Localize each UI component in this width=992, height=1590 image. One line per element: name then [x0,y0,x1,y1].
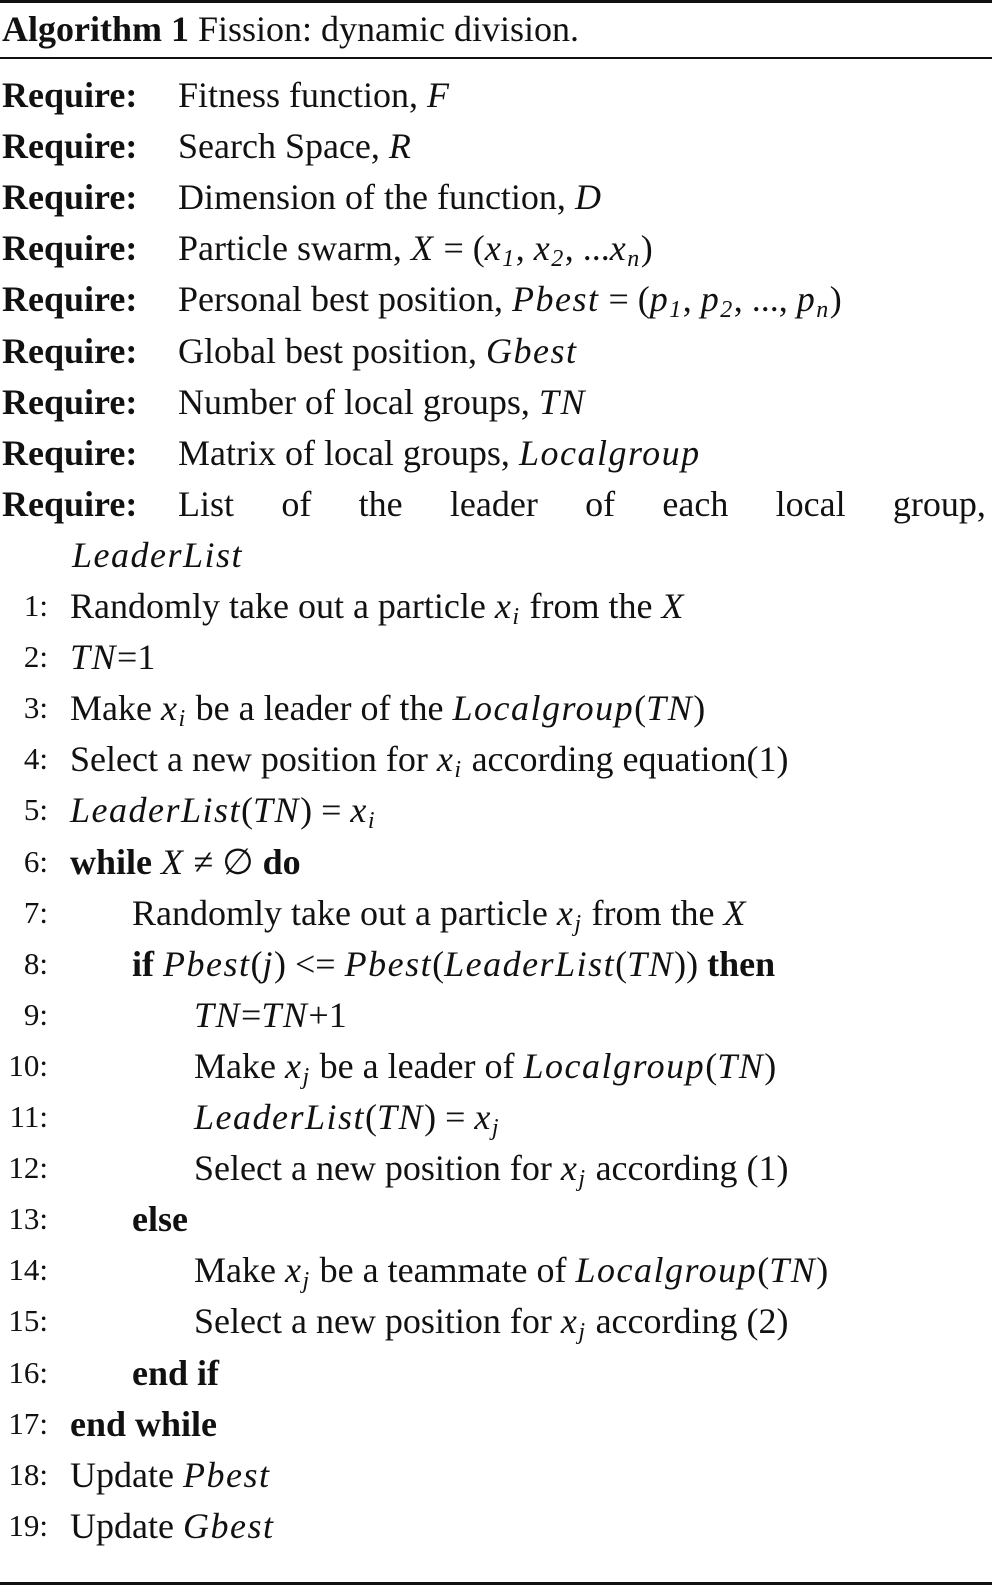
algorithm-step [0,785,992,835]
math-operator: , [515,228,534,269]
step-number: 2: [23,639,48,675]
step-number: 11: [9,1099,48,1134]
math-operator: ) [640,228,653,269]
algorithm-step [0,1143,992,1193]
step-number: 15: [8,1303,48,1339]
step-text [70,1399,217,1449]
algorithm-caption [2,6,579,52]
algorithm-step [0,734,992,784]
bottom-rule [0,1582,992,1585]
require-text [178,377,586,427]
require-text [178,326,578,376]
require-word: List [178,483,235,524]
math-var: $x_i$ [494,586,521,630]
algorithm-step [0,990,992,1040]
step-text [70,785,376,835]
math-var: $x_1$ [484,228,516,273]
math-var: Pbest [163,943,251,984]
math-subscript: j [491,1115,501,1141]
math-operator: , ..., [733,279,797,320]
math-operator: ( [634,688,647,729]
require-description: Particle swarm, [178,228,411,269]
math-var: LeaderList [70,790,242,831]
step-text [70,632,155,682]
math-var: $x_j$ [474,1097,501,1141]
algorithm-step [0,1399,992,1449]
math-subscript: j [578,1166,587,1193]
math-var: $x_i$ [436,739,463,784]
require-keyword: Require: [2,381,138,422]
require-keyword: Require: [2,228,138,269]
math-var: TN [253,790,301,831]
math-var: X [161,841,185,882]
math-operator: = ( [434,228,485,269]
math-var: j [262,943,274,984]
math-var: TN [717,1045,765,1086]
step-number: 19: [8,1507,48,1543]
require-word: the [358,483,403,524]
math-var: TN [194,994,242,1035]
algorithm-title: Fission: dynamic division. [197,9,580,49]
algorithm-label: Algorithm 1 [2,9,189,49]
math-var: TN [70,637,118,678]
math-var: $p_n$ [796,279,830,324]
step-number: 5: [23,792,48,828]
top-rule [0,0,992,3]
keyword-do: do [262,841,301,882]
step-number: 12: [8,1150,48,1186]
algorithm-step [0,1348,992,1398]
math-operator: ( [250,943,263,984]
math-var: F [427,75,451,115]
math-operator: = [241,994,262,1035]
math-var: TN [646,688,694,729]
require-text [178,274,842,324]
require-text [178,70,451,120]
step-number: 3: [23,690,48,726]
require-word: local [775,483,846,524]
math-var: D [574,177,603,218]
math-var: TN [261,994,309,1035]
step-text: Select a new position for $x_j$ according (1) [194,1148,789,1193]
step-number: 8: [23,945,48,981]
step-text: Make $x_j$ be a leader of Localgroup(TN) [194,1045,777,1090]
math-subscript: i [178,706,187,733]
math-var: $x_j$ [284,1250,311,1295]
step-text: Select a new position for $x_i$ according equation(1) [70,739,789,784]
math-var: $x_i$ [350,790,377,835]
math-operator: , ... [564,228,610,269]
math-subscript: 2 [720,297,734,324]
math-operator: =1 [117,637,156,678]
math-var: $p_1$ [649,279,683,324]
require-keyword: Require: [2,75,138,115]
step-text [132,1194,188,1244]
require-text [178,479,986,529]
math-var: TN [769,1250,817,1291]
require-description: Search Space, [178,126,389,167]
math-operator: ) [816,1250,829,1291]
step-text: Make $x_j$ be a teammate of Localgroup(TN) [194,1250,829,1295]
math-var: Gbest [486,330,578,371]
require-word: group, [892,483,986,524]
step-text: Update Pbest [70,1454,271,1495]
math-subscript: i [512,604,521,630]
require-line [0,326,992,376]
math-subscript: j [302,1063,311,1090]
math-var: LeaderList [72,534,244,575]
caption-rule [0,57,992,59]
step-text [194,1092,500,1142]
keyword-if: if [132,943,154,984]
require-line [0,479,992,529]
math-var: $x_j$ [284,1045,311,1090]
keyword-end-while: end while [70,1403,218,1444]
math-subscript: n [816,297,830,324]
step-number: 1: [23,588,48,623]
require-line [0,428,992,478]
algorithm-step [0,1450,992,1500]
math-var: Pbest [511,279,600,320]
require-keyword: Require: [2,279,138,320]
math-operator: ( [432,943,445,984]
step-number: 18: [8,1456,48,1492]
require-description: Number of local groups, [178,381,539,422]
math-var: $x_n$ [609,228,641,273]
algorithm-step [0,1194,992,1244]
math-subscript: j [302,1268,311,1295]
require-line [0,70,992,120]
math-var: TN [377,1097,425,1137]
math-operator: ( [365,1097,378,1137]
algorithm-step [0,1041,992,1091]
require-line [0,172,992,222]
keyword-else: else [132,1199,188,1240]
require-description: Personal best position, [178,279,512,320]
math-var: TN [627,943,675,984]
require-text [178,121,412,171]
math-var: $x_j$ [560,1148,587,1193]
math-operator: ) [829,279,842,320]
require-keyword: Require: [2,330,138,371]
require-description: Matrix of local groups, [178,432,519,473]
require-text [178,428,701,478]
step-number: 7: [23,894,48,930]
require-description: Global best position, [178,330,486,371]
algorithm-step [0,632,992,682]
math-subscript: i [454,757,463,784]
algorithm-step [0,581,992,631]
math-operator: ) [693,688,706,729]
math-subscript: 2 [551,246,565,273]
math-subscript: 1 [502,246,516,273]
require-description: Fitness function, [178,75,427,115]
require-keyword: Require: [2,126,138,167]
math-var: Localgroup [452,688,635,729]
algorithm-step [0,1245,992,1295]
math-var: Pbest [344,943,433,984]
math-operator: ( [757,1250,770,1291]
step-text: Update Gbest [70,1505,275,1546]
step-text [70,837,301,887]
step-text [132,939,775,989]
keyword-end-if: end if [132,1352,220,1393]
step-text [132,1348,219,1398]
algorithm-step [0,888,992,938]
step-text [194,990,347,1040]
step-number: 4: [23,741,48,777]
algorithm-step [0,683,992,733]
math-subscript: 1 [669,297,683,324]
math-operator: = ( [599,279,650,320]
math-var: $p_2$ [700,279,734,324]
math-var: R [388,126,413,167]
require-word: leader [449,483,538,524]
step-number: 14: [8,1252,48,1288]
step-number: 17: [8,1405,48,1441]
algorithm-step [0,837,992,887]
require-line [0,223,992,273]
keyword-then: then [707,943,776,984]
math-subscript: j [574,910,583,937]
math-var: Localgroup [523,1045,706,1086]
math-operator: ≠ ∅ [184,841,263,882]
require-keyword: Require: [2,177,138,218]
require-line [0,274,992,324]
step-text: Make $x_i$ be a leader of the Localgroup(TN) [70,688,706,733]
math-var: $x_i$ [160,688,187,733]
step-text: Randomly take out a particle $x_i$ from the X [70,586,685,630]
math-operator: ( [615,943,628,984]
require-text [178,223,653,273]
require-word: of [281,483,312,524]
step-number: 16: [8,1354,48,1390]
math-var: Localgroup [575,1250,758,1291]
algorithm-step [0,1501,992,1551]
math-var: LeaderList [444,943,616,984]
require-keyword: Require: [2,432,138,473]
math-var: X [723,892,747,933]
math-operator: +1 [308,994,347,1035]
math-var: $x_2$ [533,228,565,273]
math-subscript: n [627,246,641,273]
require-description: Dimension of the function, [178,177,575,218]
algorithm-step [0,1092,992,1142]
math-operator: )) [674,943,708,984]
algorithm-step [0,1296,992,1346]
step-number: 6: [23,843,48,879]
algorithm-step [0,939,992,989]
math-operator: ) = [424,1097,475,1137]
math-var: Localgroup [518,432,701,473]
math-subscript: i [367,808,377,835]
math-operator: ( [241,790,254,831]
step-text: Select a new position for $x_j$ according (2) [194,1301,789,1346]
step-number: 10: [8,1047,48,1083]
step-number: 9: [23,996,48,1032]
math-var: TN [538,381,586,422]
require-line [0,377,992,427]
math-var: Pbest [182,1454,271,1495]
math-var: X [661,586,685,626]
math-var: LeaderList [194,1097,366,1137]
math-var: $x_j$ [560,1301,587,1346]
require-line [0,121,992,171]
keyword-while: while [70,841,153,882]
step-number: 13: [8,1201,48,1237]
require-word: each [662,483,729,524]
math-var: X [410,228,435,269]
math-operator: ) <= [274,943,345,984]
math-var: Gbest [182,1505,275,1546]
math-operator: , [682,279,701,320]
require-line-continued [72,530,243,580]
math-subscript: j [578,1319,587,1346]
require-word: of [585,483,616,524]
require-keyword: Require: [2,483,138,524]
step-text: Randomly take out a particle $x_j$ from the X [132,892,747,937]
math-var: $x_j$ [556,892,583,937]
math-operator: ) = [300,790,351,831]
math-operator: ) [764,1045,777,1086]
math-operator: ( [705,1045,718,1086]
require-text [178,172,602,222]
